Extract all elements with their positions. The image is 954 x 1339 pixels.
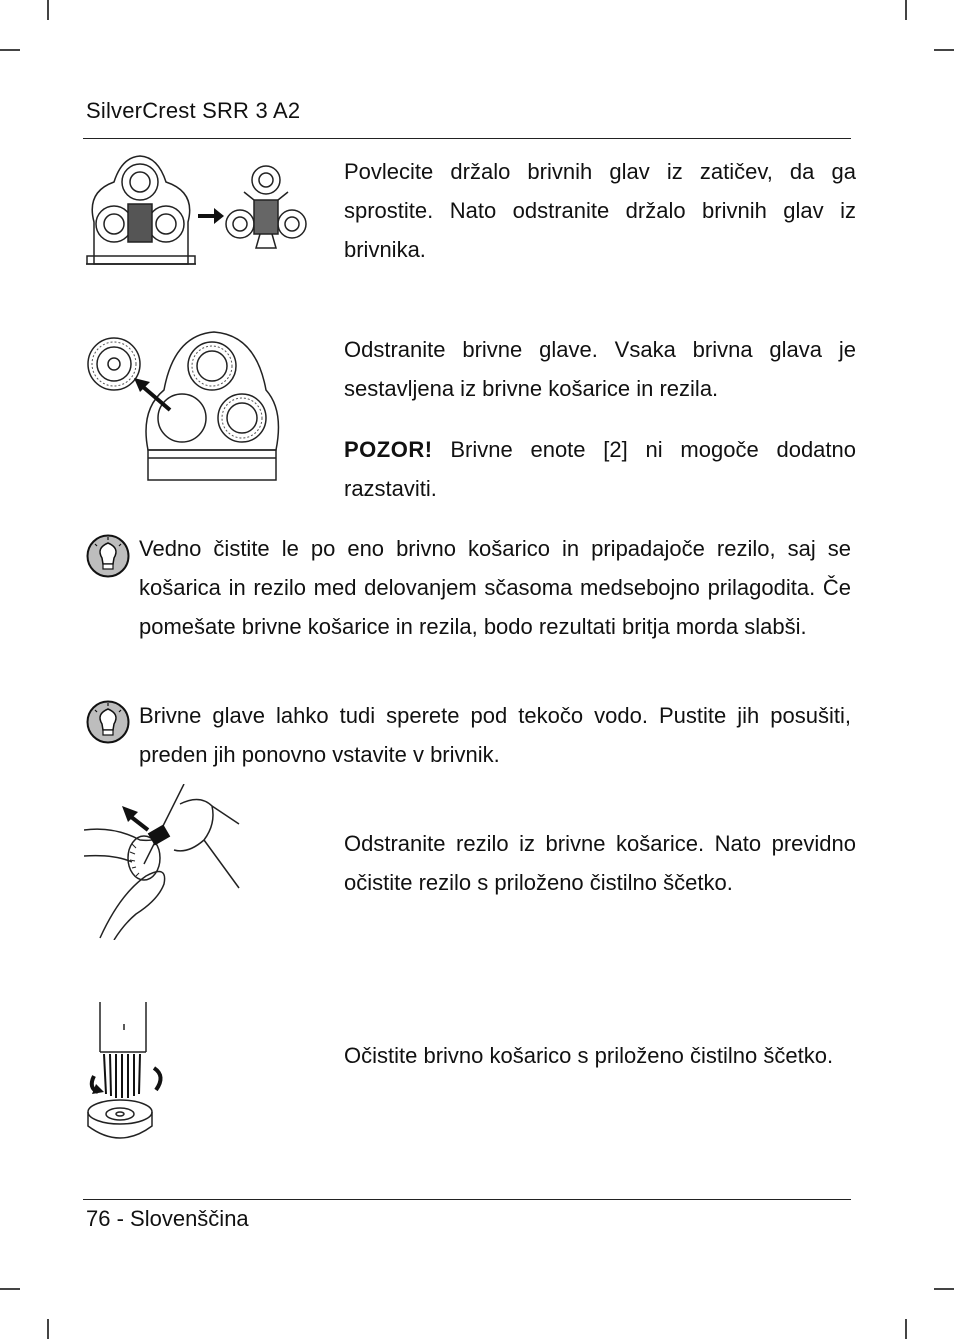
lightbulb-icon (86, 534, 130, 578)
header-rule (83, 138, 851, 139)
crop-mark (905, 0, 907, 20)
crop-mark (934, 1288, 954, 1290)
page-number: 76 (86, 1206, 111, 1231)
crop-mark (47, 1319, 49, 1339)
crop-mark (905, 1319, 907, 1339)
section-3-text: Odstranite rezilo iz brivne košarice. Nato previdno očistite rezilo s priloženo čistilno ščetko. (344, 831, 856, 895)
crop-mark (47, 0, 49, 20)
warning-label: POZOR! (344, 437, 433, 462)
tip-1-text: Vedno čistite le po eno brivno košarico in pripadajoče rezilo, saj se košarica in rezilo med delovanjem sčasoma medsebojno prilagodita. Če pomešate brivne košarice in rezila, bodo rezultati britja morda slabši. (139, 536, 851, 639)
lightbulb-icon (86, 700, 130, 744)
crop-mark (0, 1288, 20, 1290)
blade-cleaning-illustration (84, 784, 244, 940)
tip-2-text: Brivne glave lahko tudi sperete pod tekočo vodo. Pustite jih posušiti, preden jih ponovno vstavite v brivnik. (139, 703, 851, 767)
warning-text: Brivne enote [2] ni mogoče dodatno razstaviti. (344, 437, 856, 501)
page-footer (86, 1206, 249, 1232)
cage-cleaning-illustration (84, 1002, 168, 1144)
shaver-head-holder-illustration (84, 152, 312, 268)
shaving-heads-removal-illustration (84, 330, 280, 484)
section-4-text: Očistite brivno košarico s priloženo čistilno ščetko. (344, 1043, 834, 1068)
section-2-warning (344, 430, 856, 508)
section-2-text: Odstranite brivne glave. Vsaka brivna glava je sestavljena iz brivne košarice in rezila. (344, 337, 856, 401)
crop-mark (0, 49, 20, 51)
footer-rule (83, 1199, 851, 1200)
footer-language: - Slovenščina (110, 1206, 249, 1231)
page-header-title: SilverCrest SRR 3 A2 (86, 98, 301, 123)
crop-mark (934, 49, 954, 51)
section-1-text: Povlecite držalo brivnih glav iz zatičev, da ga sprostite. Nato odstranite držalo brivnih glav iz brivnika. (344, 159, 856, 262)
